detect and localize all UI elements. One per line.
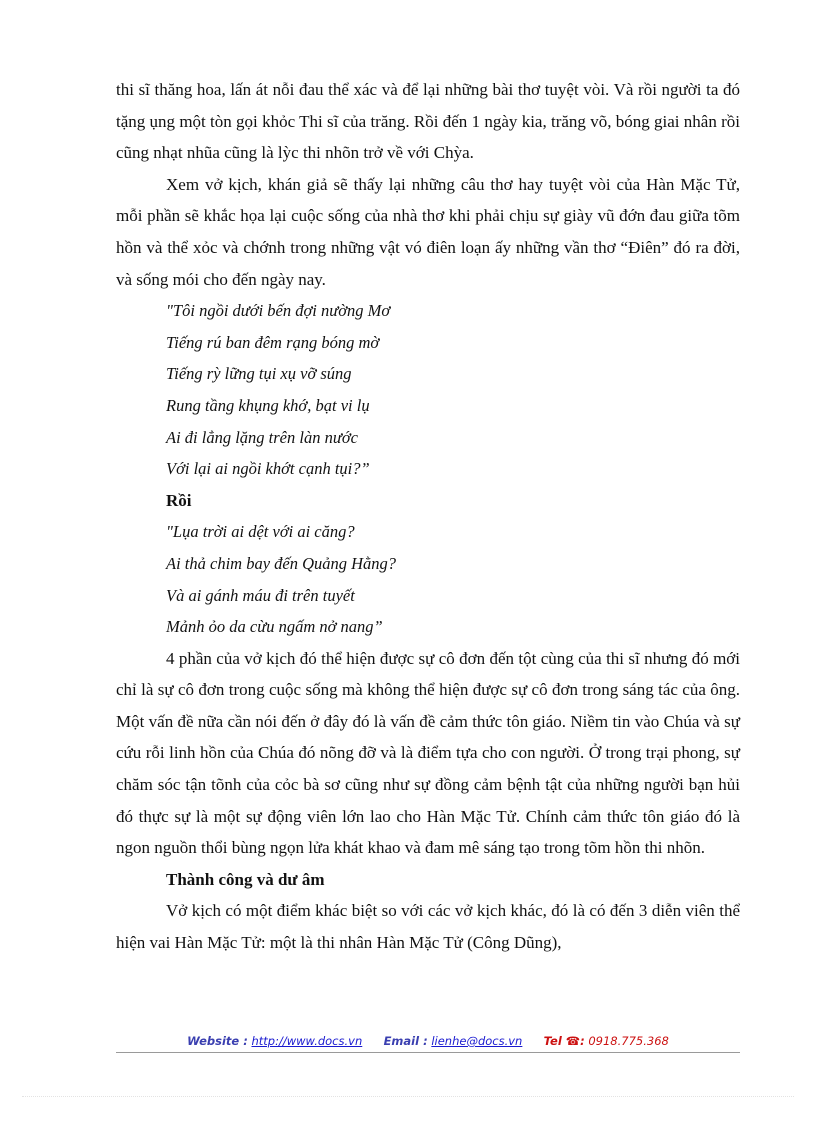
poem-line: Tiếng rú ban đêm rạng bóng mờ	[166, 332, 380, 352]
poem-excerpt-1	[116, 295, 740, 485]
poem-line: Và ai gánh máu đi trên tuyết	[166, 585, 355, 605]
poem-excerpt-2	[116, 516, 740, 642]
phone-number: 0918.775.368	[588, 1034, 669, 1048]
email-label: Email :	[383, 1034, 428, 1048]
poem-line: Rung tầng khụng khớ, bạt vi lụ	[166, 395, 370, 415]
page-bottom-edge	[22, 1096, 794, 1097]
paragraph-play-intro: Xem vở kịch, khán giả sẽ thấy lại những câu thơ hay tuyệt vòi của Hàn Mặc Tử, mỗi phần sẽ khắc họa lại cuộc sống của nhà thơ khi phải chịu sự giày vũ đớn đau giữa tõm hồn và thể xỏc và chớnh trong những vật vó điên loạn ấy những vần thơ “Điên” đó ra đời, và sống mói cho đến ngày nay.	[116, 174, 740, 289]
email-link[interactable]: lienhe@docs.vn	[431, 1034, 523, 1048]
poem-line: "Tôi ngồi dưới bến đợi nường Mơ	[166, 301, 391, 321]
paragraph-actors: Vở kịch có một điểm khác biệt so với các vở kịch khác, đó là có đến 3 diễn viên thể hiện vai Hàn Mặc Tử: một là thi nhân Hàn Mặc Tử (Công Dũng),	[116, 901, 740, 953]
website-label: Website :	[187, 1034, 248, 1048]
section-heading: Thành công và dư âm	[166, 869, 325, 889]
connector-text: Rồi	[166, 490, 192, 510]
page-body	[116, 74, 740, 959]
phone-label: Tel ☎:	[543, 1034, 585, 1048]
poem-line: "Lụa trời ai dệt với ai căng?	[166, 522, 355, 542]
poem-line: Tiếng rỳ lững tụi xụ vỡ súng	[166, 364, 352, 384]
paragraph-continuation: thi sĩ thăng hoa, lấn át nỗi đau thể xác và để lại những bài thơ tuyệt vòi. Và rồi người ta đó tặng ụng một tòn gọi khỏc Thi sĩ của trăng. Rồi đến 1 ngày kia, trăng võ, bóng giai nhân rồi cũng nhạt nhũa cũng là lỳc thi nhõn trở về với Chỳa.	[116, 80, 740, 163]
poem-line: Ai thả chim bay đến Quảng Hằng?	[166, 553, 397, 573]
footer-divider	[116, 1052, 740, 1053]
poem-line: Mảnh ỏo da cừu ngấm nở nang”	[166, 617, 383, 637]
poem-line: Ai đi lẳng lặng trên làn nước	[166, 427, 358, 447]
poem-line: Với lại ai ngồi khớt cạnh tụi?”	[166, 459, 370, 479]
paragraph-analysis: 4 phần của vở kịch đó thể hiện được sự cô đơn đến tột cùng của thi sĩ nhưng đó mới chỉ là sự cô đơn trong cuộc sống mà không thể hiện được sự cô đơn trong sáng tác của ông. Một vấn đề nữa cần nói đến ở đây đó là vấn đề cảm thức tôn giáo. Niềm tin vào Chúa và sự cứu rỗi linh hồn của Chúa đó nõng đỡ và là điểm tựa cho con người. Ở trong trại phong, sự chăm sóc tận tõnh của cỏc bà sơ cũng như sự đồng cảm bệnh tật của những người bạn hủi đó thực sự là một sự động viên lớn lao cho Hàn Mặc Tử. Chính cảm thức tôn giáo đó là ngon nguồn thổi bùng ngọn lửa khát khao và đam mê sáng tạo trong tõm hồn thi nhõn.	[116, 648, 740, 858]
page-footer	[116, 1033, 740, 1049]
website-link[interactable]: http://www.docs.vn	[251, 1034, 363, 1048]
